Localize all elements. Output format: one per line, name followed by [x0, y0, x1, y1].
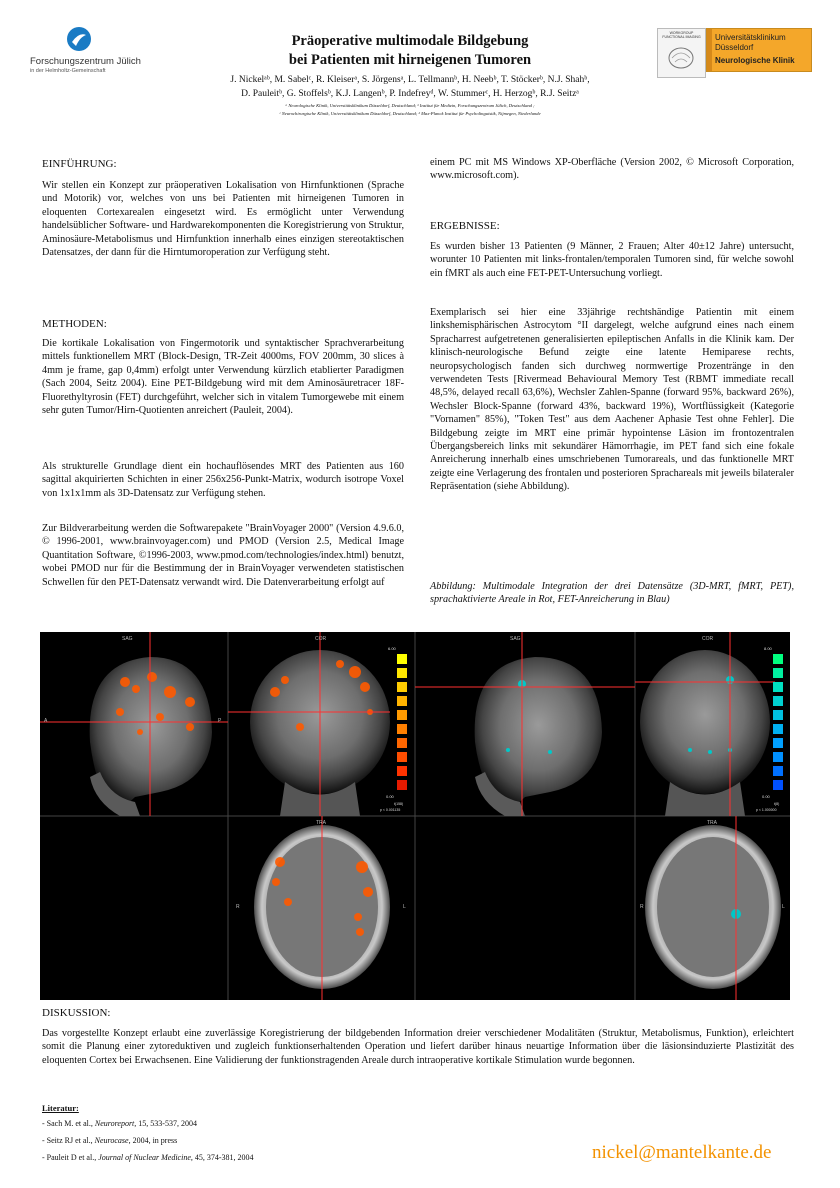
methods-paragraph-1: Die kortikale Lokalisation von Fingermotorik und syntaktischer Sprachverarbeitung mittels funktionellem MRT (Block-Design, TR-Zeit 4000ms, FOV 200mm, 30 slices à 4mm je frame, gap 0,4mm) erfolgt unter Verwendung kürzlich etablierter Paradigmen (Sach 2004, Seitz 2004). Eine PET-Bildgebung wird mit dem Aminosäuretracer 18F-Fluorethyltyrosin (FET) durchgeführt, welcher sich in vitalem Tumorgewebe mit einem sehr guten Tumor/Hirn-Quotienten anreichert (Pauleit, 2004). — [42, 338, 404, 417]
label-tra-1: TRA — [316, 820, 326, 826]
right-scale-p: p < 1.000000 — [756, 808, 777, 812]
fz-juelich-mark-icon — [66, 26, 92, 52]
authors-line1: J. Nickelᵃᵇ, M. Sabelᶜ, R. Kleiserᵃ, S. Jörgensᵃ, L. Tellmannᵇ, H. Neebᵇ, T. Stöckerᵇ, N.J. Shahᵇ, — [230, 75, 590, 85]
label-r-2: R — [640, 904, 644, 910]
left-scale-bottom: 0.00 — [386, 794, 394, 799]
affiliation-line1: ᵃ Neurologische Klinik, Universitätsklinikum Düsseldorf, Deutschland; ᵇ Institut für Medizin, Forschungszentrum Jülich, Deutschland ; — [285, 103, 535, 108]
uk-duesseldorf-logo — [706, 28, 812, 72]
sagittal-red-panel — [40, 632, 228, 816]
mri-figure — [40, 632, 790, 1000]
figure-caption: Abbildung: Multimodale Integration der drei Datensätze (3D-MRT, fMRT, PET), sprachaktivierte Areale in Rot, FET-Anreicherung in Blau) — [430, 581, 794, 606]
logo-right-line3: Neurologische Klinik — [715, 56, 795, 65]
logo-left-sub: in der Helmholtz-Gemeinschaft — [30, 68, 106, 74]
workgroup-logo — [657, 28, 706, 78]
mri-figure-svg — [40, 632, 790, 1000]
right-scale-bottom: 0.00 — [762, 794, 770, 799]
label-sag-2: SAG — [510, 636, 521, 642]
intro-heading: EINFÜHRUNG: — [42, 158, 117, 170]
fz-juelich-logo — [30, 26, 160, 76]
intro-text: Wir stellen ein Konzept zur präoperativen Lokalisation von Hirnfunktionen (Sprache und Motorik) vor, welches von uns bei Patienten mit hirneigenen Tumoren in eloquenten Cortexarealen eingesetzt wird. Es ermöglicht unter Verwendung handelsüblicher Software- und Hardwarekomponenten die Koregistrierung von Struktur, Aminosäure-Metabolismus und Hirnfunktion innerhalb eines einzigen stereotaktischen Datensatzes, der dann für die Hirntumoroperation zur Verfügung steht. — [42, 180, 404, 259]
left-scale-p: p < 0.001135 — [380, 808, 401, 812]
label-cor-1: COR — [315, 636, 327, 642]
label-p-1: P — [218, 718, 222, 724]
methods-paragraph-3: Zur Bildverarbeitung werden die Softwarepakete "BrainVoyager 2000" (Version 4.9.6.0, © 1996-2001, www.brainvoyager.com) und PMOD (Version 2.5, Medical Image Quantitation Software, ©1996-2003, www.pmod.com/technologies/index.html) benutzt, wobei PMOD nur für die Bestimmung der in BrainVoyager verwendeten statistischen Schwellen für den PET-Datensatz verwandt wird. Die Datenverarbeitung erfolgt auf — [42, 523, 404, 588]
label-sag-1: SAG — [122, 636, 133, 642]
right-scale-top: 8.00 — [764, 646, 772, 651]
reference-1: - Sach M. et al., Neuroreport, 15, 533-537, 2004 — [42, 1119, 197, 1128]
methods-paragraph-3-cont: einem PC mit MS Windows XP-Oberfläche (Version 2002, © Microsoft Corporation, www.microsoft.com). — [430, 157, 794, 182]
label-l-2: L — [782, 904, 785, 910]
contact-email[interactable]: nickel@mantelkante.de — [592, 1142, 772, 1163]
workgroup-logo-text: WORKGROUP FUNCTIONAL IMAGING — [662, 31, 701, 39]
label-r-1: R — [236, 904, 240, 910]
label-l-1: L — [403, 904, 406, 910]
coronal-blue-panel — [635, 632, 783, 816]
label-a-1: A — [44, 718, 48, 724]
results-paragraph-1: Es wurden bisher 13 Patienten (9 Männer, 2 Frauen; Alter 40±12 Jahre) untersucht, worunter 10 Patienten mit links-frontalen/temporalen Tumoren sind, für welche sowohl ein fMRT als auch eine FET-PET-Untersuchung vorliegt. — [430, 241, 794, 279]
discussion-heading: DISKUSSION: — [42, 1007, 111, 1019]
methods-paragraph-2: Als strukturelle Grundlage dient ein hochauflösendes MRT des Patienten aus 160 sagittal akquirierten Schichten in einer 256x256-Punkt-Matrix, wodurch isotrope Voxel von 1x1x1mm als 3D-Datensatz zur Verfügung stehen. — [42, 461, 404, 499]
logo-left-name: Forschungszentrum Jülich — [30, 56, 141, 67]
title-line1: Präoperative multimodale Bildgebung — [291, 33, 529, 49]
affiliation-line2: ᶜ Neurochirurgische Klinik, Universitätsklinikum Düsseldorf, Deutschland; ᵈ Max-Planck Institut für Psycholinguistik, Nijmegen, Niederlande — [279, 111, 541, 116]
brain-sketch-icon — [666, 43, 696, 73]
transversal-blue-panel — [640, 816, 785, 1000]
reference-3: - Pauleit D et al., Journal of Nuclear Medicine, 45, 374-381, 2004 — [42, 1153, 254, 1162]
coronal-red-panel — [228, 632, 407, 816]
results-paragraph-2: Exemplarisch sei hier eine 33jährige rechtshändige Patientin mit einem linkshemisphärischen Astrocytom °II dargelegt, welche aufgrund eines nach einem Spracharrest aufgetretenen generalisierten epileptischen Anfalls in die Klinik kam. Der klinisch-neurologische Befund zeigte eine latente Hemiparese rechts, neuropsychologisch fanden sich durchweg normwertige Prozentränge in den verwendeten Tests [Rivermead Behavioural Memory Test (RBMT immediate recall 48,5%, delayed recall 63,6%), Wechsler Zahlen-Spanne (forward 95%, backward 26%), Wechsler Block-Spanne (forward 43%, backward 19%), Wortflüssigkeit (Kategorie "Vornamen" 85%), "Token Test" aus dem Aachener Aphasie Test ohne Fehler]. Die Bildgebung zeigte im MRT eine primär hypointense Läsion im frontozentralen Übergangsbereich links mit sekundärer Hämorrhagie, im PET fand sich eine fokale Anreicherung innerhalb eines umschriebenen Tumorareals, und das funktionelle MRT zeigte eine Verlagerung des frontalen und posterioren Sprachareals mit jeweils bilateraler Repräsentation (siehe Abbildung). — [430, 307, 794, 493]
discussion-text: Das vorgestellte Konzept erlaubt eine zuverlässige Koregistrierung der bildgebenden Information dreier verschiedener Modalitäten (Struktur, Metabolismus, Funktion), erleichtert somit die Planung einer zytoreduktiven und zugleich funktionserhaltenden Operation und liefert darüber hinaus neuartige Information über die läsionsinduzierte Plastizität des eloquenten Cortex bei Erwachsenen. Eine Validierung der funktionstragenden Areale durch intraoperative kortikale Stimulation wurde begonnen. — [42, 1028, 794, 1066]
label-cor-2: COR — [702, 636, 714, 642]
references-heading: Literatur: — [42, 1103, 79, 1113]
reference-2: - Seitz RJ et al., Neurocase, 2004, in press — [42, 1136, 178, 1145]
methods-heading: METHODEN: — [42, 318, 107, 330]
transversal-red-panel — [236, 816, 406, 1000]
left-scale-top: 6.00 — [388, 646, 396, 651]
label-tra-2: TRA — [707, 820, 717, 826]
left-scale-t: t(158) — [394, 802, 404, 806]
results-heading: ERGEBNISSE: — [430, 220, 500, 232]
logo-right-line2: Düsseldorf — [715, 43, 754, 52]
sagittal-blue-panel — [415, 632, 635, 816]
title-line2: bei Patienten mit hirneigenen Tumoren — [288, 52, 532, 68]
right-scale-t: t(8) — [774, 802, 780, 806]
logo-right-line1: Universitätsklinikum — [715, 33, 786, 42]
authors-line2: D. Pauleitᵇ, G. Stoffelsᵇ, K.J. Langenᵇ, P. Indefreyᵈ, W. Stummerᶜ, H. Herzogᵇ, R.J. Seitzᵃ — [241, 89, 579, 99]
